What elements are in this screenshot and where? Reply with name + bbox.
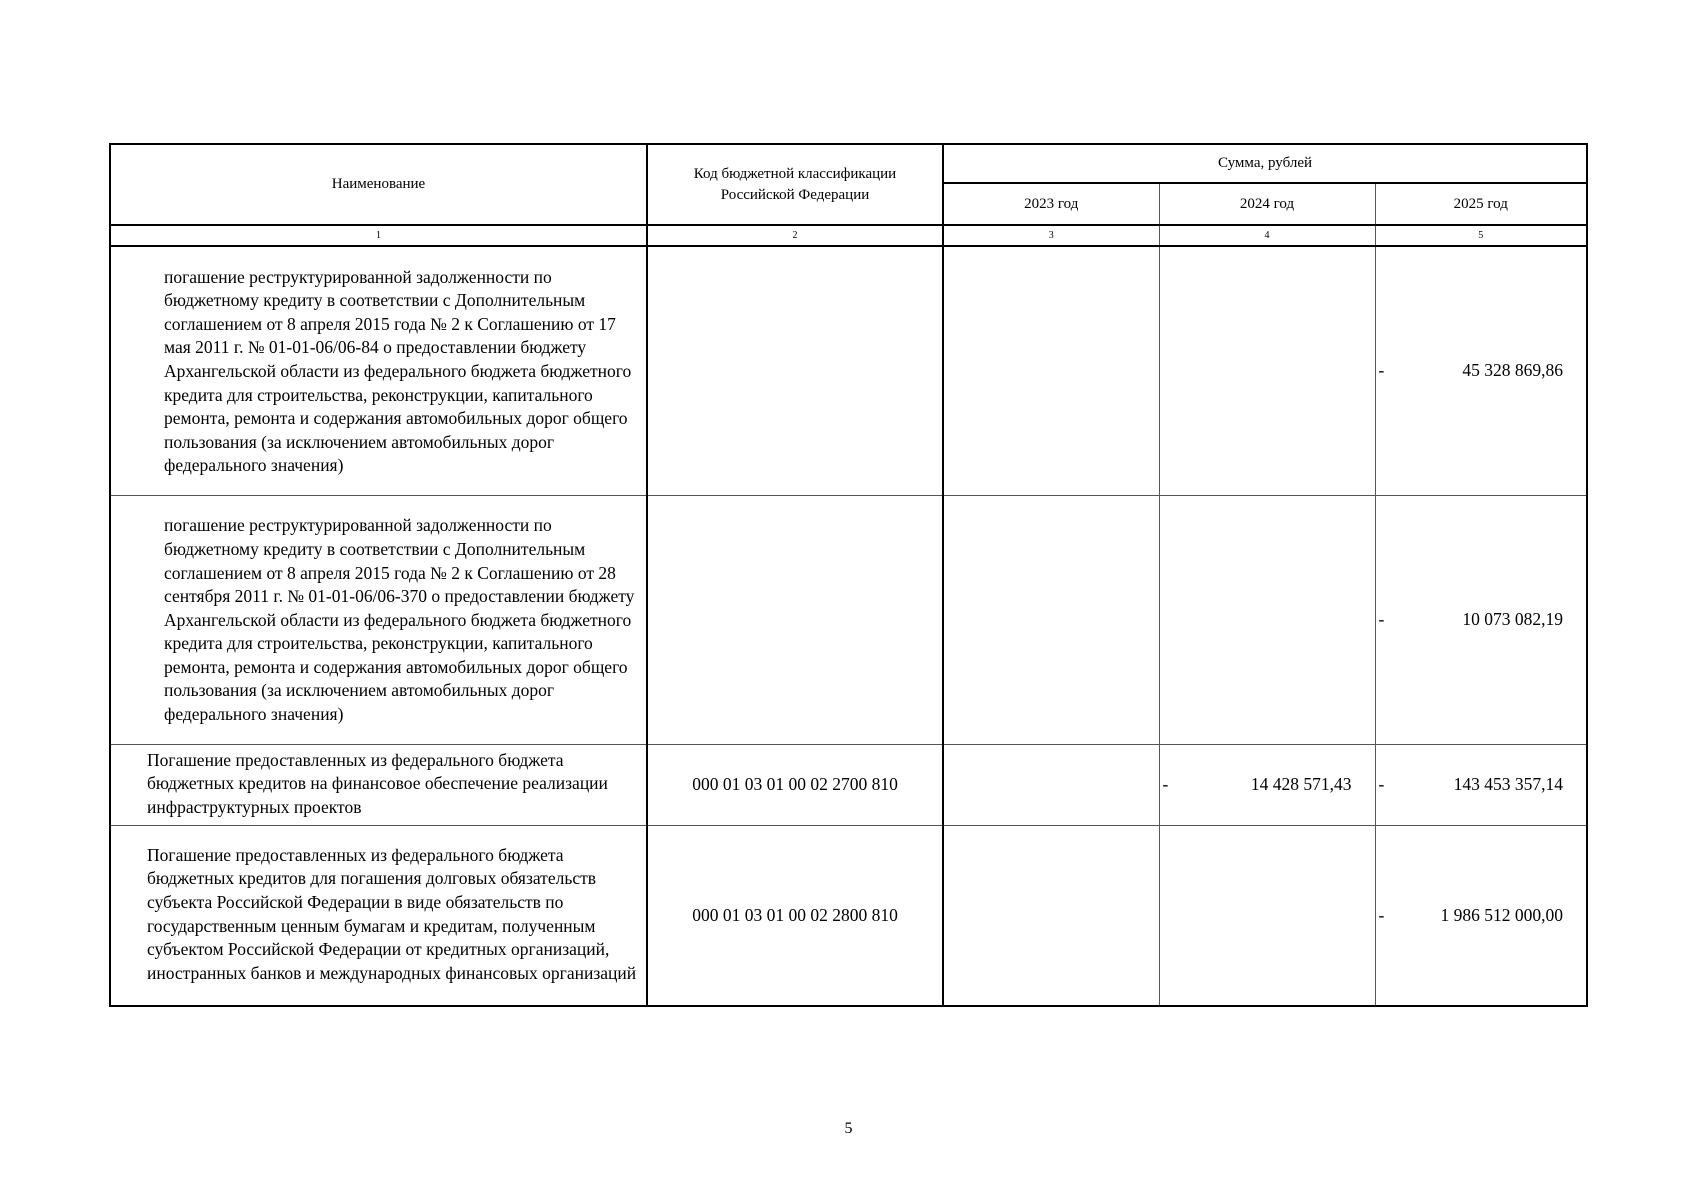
row-amount-2024	[1159, 246, 1375, 495]
row-amount-2023	[943, 826, 1159, 1006]
header-sum: Сумма, рублей	[943, 144, 1587, 183]
row-amount-2024	[1159, 495, 1375, 744]
row-code	[647, 495, 943, 744]
amount-value: 1 986 512 000,00	[1440, 905, 1564, 926]
col-number-2: 2	[647, 225, 943, 246]
amount-sign: -	[1162, 774, 1169, 795]
table-row	[110, 495, 1587, 744]
row-amount-2023	[943, 495, 1159, 744]
header-year-2024: 2024 год	[1159, 183, 1375, 225]
amount-sign: -	[1378, 774, 1385, 795]
amount-sign: -	[1378, 905, 1385, 926]
row-name: погашение реструктурированной задолженности по бюджетному кредиту в соответствии с Дополнительным соглашением от 8 апреля 2015 года № 2 к Соглашению от 28 сентября 2011 г. № 01-01-06/06-370 о предоставлении бюджету Архангельской области из федерального бюджета бюджетного кредита для строительства, реконструкции, капитального ремонта, ремонта и содержания автомобильных дорог общего пользования (за исключением автомобильных дорог федерального значения)	[110, 495, 647, 744]
row-amount-2023	[943, 744, 1159, 826]
row-name: погашение реструктурированной задолженности по бюджетному кредиту в соответствии с Дополнительным соглашением от 8 апреля 2015 года № 2 к Соглашению от 17 мая 2011 г. № 01-01-06/06-84 о предоставлении бюджету Архангельской области из федерального бюджета бюджетного кредита для строительства, реконструкции, капитального ремонта, ремонта и содержания автомобильных дорог общего пользования (за исключением автомобильных дорог федерального значения)	[110, 246, 647, 495]
header-year-2023: 2023 год	[943, 183, 1159, 225]
row-amount-2025	[1375, 826, 1587, 1006]
budget-table	[109, 143, 1588, 1007]
header-code: Код бюджетной классификации Российской Федерации	[647, 144, 943, 225]
row-amount-2025	[1375, 495, 1587, 744]
row-amount-2025	[1375, 246, 1587, 495]
amount-sign: -	[1378, 609, 1385, 629]
col-number-3: 3	[943, 225, 1159, 246]
row-amount-2025	[1375, 744, 1587, 826]
header-name: Наименование	[110, 144, 647, 225]
col-number-5: 5	[1375, 225, 1587, 246]
row-code: 000 01 03 01 00 02 2700 810	[647, 744, 943, 826]
row-code: 000 01 03 01 00 02 2800 810	[647, 826, 943, 1006]
amount-sign: -	[1378, 360, 1385, 381]
row-name: Погашение предоставленных из федерального бюджета бюджетных кредитов на финансовое обеспечение реализации инфраструктурных проектов	[110, 744, 647, 826]
table-row	[110, 744, 1587, 826]
table-row	[110, 826, 1587, 1006]
row-amount-2024	[1159, 744, 1375, 826]
row-code	[647, 246, 943, 495]
col-number-4: 4	[1159, 225, 1375, 246]
table-row	[110, 246, 1587, 495]
header-year-2025: 2025 год	[1375, 183, 1587, 225]
col-number-1: 1	[110, 225, 647, 246]
row-name: Погашение предоставленных из федерального бюджета бюджетных кредитов для погашения долговых обязательств субъекта Российской Федерации в виде обязательств по государственным ценным бумагам и кредитам, полученным субъектом Российской Федерации от кредитных организаций, иностранных банков и международных финансовых организаций	[110, 826, 647, 1006]
amount-value: 10 073 082,19	[1462, 609, 1564, 629]
amount-value: 45 328 869,86	[1462, 360, 1564, 381]
page-number: 5	[844, 1120, 853, 1137]
row-amount-2023	[943, 246, 1159, 495]
row-amount-2024	[1159, 826, 1375, 1006]
amount-value: 14 428 571,43	[1250, 774, 1352, 795]
amount-value: 143 453 357,14	[1453, 774, 1564, 795]
